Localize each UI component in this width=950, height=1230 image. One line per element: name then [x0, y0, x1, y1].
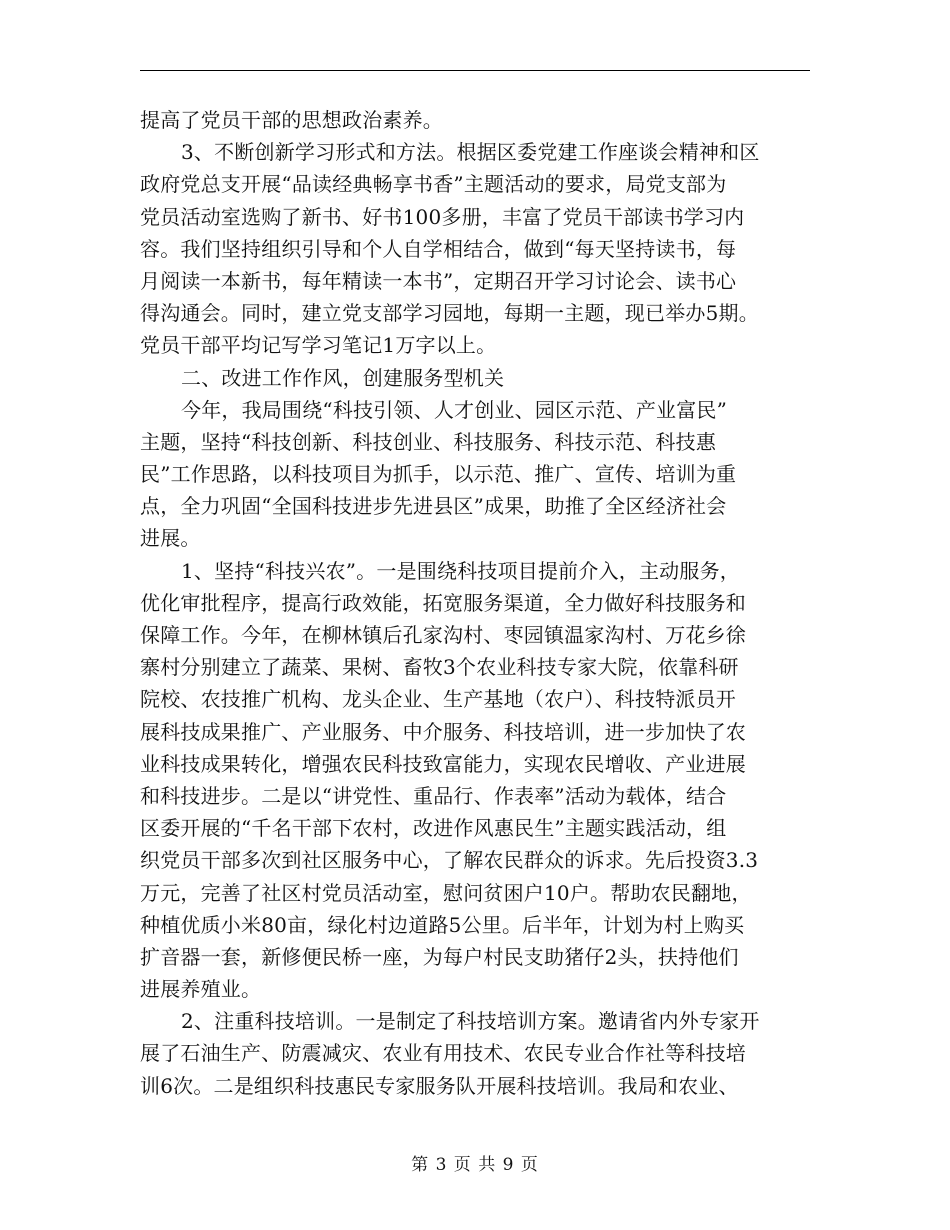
text-line: 二、改进工作作风，创建服务型机关	[181, 365, 505, 390]
text-line: 进展养殖业。	[140, 977, 262, 1002]
text-line: 月阅读一本新书，每年精读一本书”，定期召开学习讨论会、读书心	[140, 268, 737, 293]
text-line: 展科技成果推广、产业服务、中介服务、科技培训，进一步加快了农	[140, 719, 746, 744]
text-line: 业科技成果转化，增强农民科技致富能力，实现农民增收、产业进展	[140, 751, 746, 776]
text-line: 扩音器一套，新修便民桥一座，为每户村民支助猪仔2头，扶持他们	[140, 944, 739, 969]
header-rule	[140, 70, 810, 71]
text-line: 主题，坚持“科技创新、科技创业、科技服务、科技示范、科技惠	[140, 429, 717, 454]
text-line: 政府党总支开展“品读经典畅享书香”主题活动的要求，局党支部为	[140, 172, 727, 197]
text-line: 得沟通会。同时，建立党支部学习园地，每期一主题，现已举办5期。	[140, 301, 759, 326]
text-line: 寨村分别建立了蔬菜、果树、畜牧3个农业科技专家大院，依靠科研	[140, 655, 739, 680]
text-line: 和科技进步。二是以“讲党性、重品行、作表率”活动为载体，结合	[140, 783, 727, 808]
text-line: 优化审批程序，提高行政效能，拓宽服务渠道，全力做好科技服务和	[140, 590, 746, 615]
document-body	[140, 104, 810, 1102]
text-line: 民”工作思路，以科技项目为抓手，以示范、推广、宣传、培训为重	[140, 462, 737, 487]
text-line: 3、不断创新学习形式和方法。根据区委党建工作座谈会精神和区	[181, 140, 760, 165]
text-line: 点，全力巩固“全国科技进步先进县区”成果，助推了全区经济社会	[140, 494, 727, 519]
text-line: 容。我们坚持组织引导和个人自学相结合，做到“每天坚持读书，每	[140, 236, 737, 261]
text-line: 党员干部平均记写学习笔记1万字以上。	[140, 333, 497, 358]
text-line: 展了石油生产、防震减灾、农业有用技术、农民专业合作社等科技培	[140, 1041, 746, 1066]
text-line: 党员活动室选购了新书、好书100多册，丰富了党员干部读书学习内	[140, 204, 745, 229]
text-line: 种植优质小米80亩，绿化村边道路5公里。后半年，计划为村上购买	[140, 912, 745, 937]
text-line: 保障工作。今年，在柳林镇后孔家沟村、枣园镇温家沟村、万花乡徐	[140, 623, 746, 647]
text-line: 提高了党员干部的思想政治素养。	[140, 108, 443, 132]
text-line: 2、注重科技培训。一是制定了科技培训方案。邀请省内外专家开	[181, 1009, 760, 1034]
text-line: 今年，我局围绕“科技引领、人才创业、园区示范、产业富民”	[181, 397, 728, 422]
text-line: 训6次。二是组织科技惠民专家服务队开展科技培训。我局和农业、	[140, 1073, 739, 1098]
text-line: 万元，完善了社区村党员活动室，慰问贫困户10户。帮助农民翻地，	[140, 880, 752, 905]
text-line: 织党员干部多次到社区服务中心，了解农民群众的诉求。先后投资3.3	[140, 848, 759, 873]
text-line: 区委开展的“千名干部下农村，改进作风惠民生”主题实践活动，组	[140, 816, 727, 841]
text-line: 院校、农技推广机构、龙头企业、生产基地（农户）、科技特派员开	[140, 687, 736, 712]
page-number-footer: 第 3 页 共 9 页	[411, 1155, 539, 1175]
text-line: 进展。	[140, 526, 201, 551]
text-line: 1、坚持“科技兴农”。一是围绕科技项目提前介入，主动服务，	[181, 558, 740, 583]
